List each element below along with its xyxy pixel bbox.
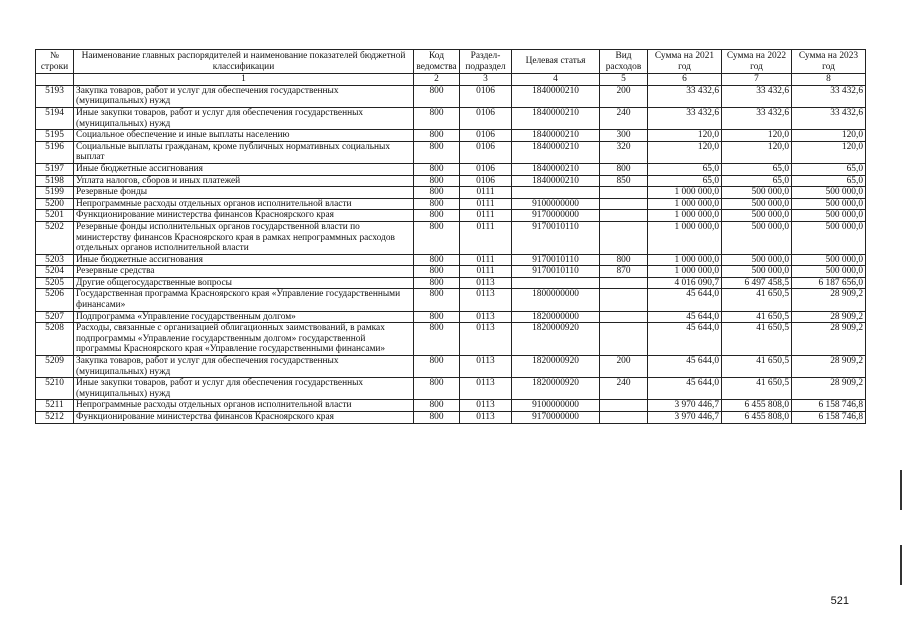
- table-row: [36, 141, 866, 163]
- sum-2022: 500 000,0: [722, 198, 792, 210]
- target-code: 1840000210: [512, 175, 600, 187]
- row-number: 5199: [36, 187, 74, 199]
- target-code: 1840000210: [512, 163, 600, 175]
- dept-code: 800: [414, 323, 460, 356]
- dept-code: 800: [414, 254, 460, 266]
- table-row: [36, 107, 866, 129]
- sum-2023: 500 000,0: [792, 254, 866, 266]
- column-number: 8: [792, 74, 866, 86]
- sum-2022: 500 000,0: [722, 221, 792, 254]
- scan-edge-mark: [900, 470, 902, 510]
- expense-kind: [600, 412, 648, 424]
- row-name: Резервные средства: [74, 266, 414, 278]
- section-code: 0111: [460, 266, 512, 278]
- table-header: [36, 50, 866, 86]
- row-number: 5208: [36, 323, 74, 356]
- sum-2021: 45 644,0: [648, 378, 722, 400]
- header-kind: Вид расходов: [600, 50, 648, 74]
- sum-2022: 65,0: [722, 163, 792, 175]
- sum-2021: 65,0: [648, 163, 722, 175]
- row-name: Непрограммные расходы отдельных органов исполнительной власти: [74, 198, 414, 210]
- sum-2021: 120,0: [648, 141, 722, 163]
- sum-2023: 120,0: [792, 130, 866, 142]
- sum-2022: 41 650,5: [722, 311, 792, 323]
- section-code: 0113: [460, 277, 512, 289]
- column-number: 1: [74, 74, 414, 86]
- row-number: 5198: [36, 175, 74, 187]
- table-row: [36, 311, 866, 323]
- target-code: 1820000000: [512, 311, 600, 323]
- header-target: Целевая статья: [512, 50, 600, 74]
- expense-kind: [600, 277, 648, 289]
- table-row: [36, 210, 866, 222]
- expense-kind: 800: [600, 254, 648, 266]
- sum-2022: 6 455 808,0: [722, 400, 792, 412]
- row-name: Иные закупки товаров, работ и услуг для обеспечения государственных (муниципальных) нужд: [74, 107, 414, 129]
- sum-2021: 1 000 000,0: [648, 254, 722, 266]
- expense-kind: [600, 221, 648, 254]
- table-row: [36, 175, 866, 187]
- row-number: 5203: [36, 254, 74, 266]
- sum-2021: 45 644,0: [648, 311, 722, 323]
- sum-2023: 28 909,2: [792, 311, 866, 323]
- row-name: Резервные фонды: [74, 187, 414, 199]
- expense-kind: 850: [600, 175, 648, 187]
- table-row: [36, 378, 866, 400]
- scan-edge-mark: [900, 545, 902, 585]
- sum-2023: 500 000,0: [792, 221, 866, 254]
- table-row: [36, 198, 866, 210]
- expense-kind: 200: [600, 356, 648, 378]
- section-code: 0113: [460, 323, 512, 356]
- target-code: 9170000000: [512, 412, 600, 424]
- section-code: 0111: [460, 221, 512, 254]
- sum-2023: 500 000,0: [792, 210, 866, 222]
- dept-code: 800: [414, 210, 460, 222]
- section-code: 0111: [460, 210, 512, 222]
- table-row: [36, 400, 866, 412]
- row-number: 5207: [36, 311, 74, 323]
- dept-code: 800: [414, 221, 460, 254]
- section-code: 0106: [460, 141, 512, 163]
- column-number: 5: [600, 74, 648, 86]
- column-number-row: [36, 74, 866, 86]
- target-code: 1840000210: [512, 141, 600, 163]
- section-code: 0113: [460, 412, 512, 424]
- target-code: 9100000000: [512, 198, 600, 210]
- sum-2021: 1 000 000,0: [648, 198, 722, 210]
- sum-2021: 33 432,6: [648, 85, 722, 107]
- row-number: 5193: [36, 85, 74, 107]
- dept-code: 800: [414, 163, 460, 175]
- row-number: 5201: [36, 210, 74, 222]
- row-name: Функционирование министерства финансов Красноярского края: [74, 210, 414, 222]
- row-name: Функционирование министерства финансов Красноярского края: [74, 412, 414, 424]
- section-code: 0113: [460, 400, 512, 412]
- target-code: 1840000210: [512, 130, 600, 142]
- target-code: 1840000210: [512, 85, 600, 107]
- section-code: 0111: [460, 187, 512, 199]
- expense-kind: [600, 311, 648, 323]
- sum-2021: 3 970 446,7: [648, 400, 722, 412]
- row-number: 5195: [36, 130, 74, 142]
- header-row-no: № строки: [36, 50, 74, 74]
- target-code: 9170010110: [512, 254, 600, 266]
- sum-2021: 1 000 000,0: [648, 210, 722, 222]
- sum-2021: 33 432,6: [648, 107, 722, 129]
- table-body: [36, 85, 866, 423]
- row-number: 5210: [36, 378, 74, 400]
- header-name: Наименование главных распорядителей и наименование показателей бюджетной классификации: [74, 50, 414, 74]
- expense-kind: [600, 187, 648, 199]
- sum-2023: 33 432,6: [792, 107, 866, 129]
- row-number: 5202: [36, 221, 74, 254]
- expense-kind: 240: [600, 378, 648, 400]
- header-sum-2022: Сумма на 2022 год: [722, 50, 792, 74]
- expense-kind: 800: [600, 163, 648, 175]
- sum-2022: 6 497 458,5: [722, 277, 792, 289]
- dept-code: 800: [414, 289, 460, 311]
- sum-2022: 6 455 808,0: [722, 412, 792, 424]
- row-name: Резервные фонды исполнительных органов государственной власти по министерству финансов Красноярского края в рамках непрограммных расходов отдельных органов исполнительной власти: [74, 221, 414, 254]
- dept-code: 800: [414, 400, 460, 412]
- table-row: [36, 221, 866, 254]
- sum-2021: 3 970 446,7: [648, 412, 722, 424]
- section-code: 0106: [460, 130, 512, 142]
- sum-2023: 65,0: [792, 163, 866, 175]
- target-code: 1840000210: [512, 107, 600, 129]
- sum-2021: 1 000 000,0: [648, 187, 722, 199]
- expense-kind: 300: [600, 130, 648, 142]
- sum-2023: 500 000,0: [792, 187, 866, 199]
- expense-kind: 200: [600, 85, 648, 107]
- row-name: Иные бюджетные ассигнования: [74, 254, 414, 266]
- row-name: Государственная программа Красноярского края «Управление государственными финансами»: [74, 289, 414, 311]
- column-number: 2: [414, 74, 460, 86]
- expense-kind: [600, 400, 648, 412]
- row-number: 5205: [36, 277, 74, 289]
- column-number: [36, 74, 74, 86]
- header-sum-2021: Сумма на 2021 год: [648, 50, 722, 74]
- dept-code: 800: [414, 187, 460, 199]
- expense-kind: [600, 198, 648, 210]
- sum-2022: 120,0: [722, 141, 792, 163]
- section-code: 0106: [460, 107, 512, 129]
- target-code: 9170010110: [512, 221, 600, 254]
- row-name: Иные закупки товаров, работ и услуг для обеспечения государственных (муниципальных) нужд: [74, 378, 414, 400]
- row-number: 5212: [36, 412, 74, 424]
- sum-2023: 500 000,0: [792, 198, 866, 210]
- column-number: 3: [460, 74, 512, 86]
- row-name: Расходы, связанные с организацией облигационных заимствований, в рамках подпрограммы «Управление государственным долгом» государственной программы Красноярского края «Управление государственными финансами»: [74, 323, 414, 356]
- row-name: Уплата налогов, сборов и иных платежей: [74, 175, 414, 187]
- header-dept: Код ведомства: [414, 50, 460, 74]
- row-number: 5200: [36, 198, 74, 210]
- section-code: 0113: [460, 378, 512, 400]
- row-name: Закупка товаров, работ и услуг для обеспечения государственных (муниципальных) нужд: [74, 85, 414, 107]
- dept-code: 800: [414, 277, 460, 289]
- sum-2023: 6 187 656,0: [792, 277, 866, 289]
- expense-kind: [600, 289, 648, 311]
- dept-code: 800: [414, 266, 460, 278]
- target-code: [512, 187, 600, 199]
- sum-2022: 41 650,5: [722, 289, 792, 311]
- dept-code: 800: [414, 311, 460, 323]
- table-row: [36, 289, 866, 311]
- expense-kind: [600, 323, 648, 356]
- sum-2023: 6 158 746,8: [792, 412, 866, 424]
- sum-2022: 33 432,6: [722, 107, 792, 129]
- row-name: Непрограммные расходы отдельных органов исполнительной власти: [74, 400, 414, 412]
- row-name: Иные бюджетные ассигнования: [74, 163, 414, 175]
- target-code: 9100000000: [512, 400, 600, 412]
- target-code: 1820000920: [512, 356, 600, 378]
- row-name: Другие общегосударственные вопросы: [74, 277, 414, 289]
- sum-2021: 1 000 000,0: [648, 221, 722, 254]
- target-code: 1820000920: [512, 378, 600, 400]
- row-number: 5204: [36, 266, 74, 278]
- expense-kind: [600, 210, 648, 222]
- table-row: [36, 187, 866, 199]
- section-code: 0111: [460, 254, 512, 266]
- target-code: 1820000920: [512, 323, 600, 356]
- header-sum-2023: Сумма на 2023 год: [792, 50, 866, 74]
- table-row: [36, 323, 866, 356]
- table-row: [36, 130, 866, 142]
- dept-code: 800: [414, 85, 460, 107]
- table-row: [36, 412, 866, 424]
- target-code: 9170010110: [512, 266, 600, 278]
- sum-2021: 45 644,0: [648, 289, 722, 311]
- column-number: 4: [512, 74, 600, 86]
- sum-2022: 33 432,6: [722, 85, 792, 107]
- sum-2023: 28 909,2: [792, 323, 866, 356]
- dept-code: 800: [414, 141, 460, 163]
- sum-2021: 65,0: [648, 175, 722, 187]
- sum-2021: 120,0: [648, 130, 722, 142]
- table-row: [36, 85, 866, 107]
- sum-2023: 500 000,0: [792, 266, 866, 278]
- target-code: 1800000000: [512, 289, 600, 311]
- sum-2023: 120,0: [792, 141, 866, 163]
- row-number: 5196: [36, 141, 74, 163]
- sum-2022: 65,0: [722, 175, 792, 187]
- sum-2022: 500 000,0: [722, 187, 792, 199]
- sum-2023: 6 158 746,8: [792, 400, 866, 412]
- section-code: 0106: [460, 175, 512, 187]
- row-number: 5211: [36, 400, 74, 412]
- sum-2022: 500 000,0: [722, 210, 792, 222]
- page-number: 521: [830, 595, 849, 607]
- sum-2021: 4 016 090,7: [648, 277, 722, 289]
- sum-2023: 28 909,2: [792, 378, 866, 400]
- dept-code: 800: [414, 175, 460, 187]
- row-number: 5206: [36, 289, 74, 311]
- table-row: [36, 266, 866, 278]
- section-code: 0113: [460, 289, 512, 311]
- section-code: 0106: [460, 85, 512, 107]
- sum-2022: 41 650,5: [722, 323, 792, 356]
- row-name: Закупка товаров, работ и услуг для обеспечения государственных (муниципальных) нужд: [74, 356, 414, 378]
- dept-code: 800: [414, 412, 460, 424]
- section-code: 0111: [460, 198, 512, 210]
- column-number: 7: [722, 74, 792, 86]
- sum-2022: 500 000,0: [722, 266, 792, 278]
- table-row: [36, 356, 866, 378]
- dept-code: 800: [414, 198, 460, 210]
- dept-code: 800: [414, 130, 460, 142]
- expense-kind: 240: [600, 107, 648, 129]
- sum-2023: 28 909,2: [792, 289, 866, 311]
- section-code: 0106: [460, 163, 512, 175]
- dept-code: 800: [414, 378, 460, 400]
- section-code: 0113: [460, 311, 512, 323]
- section-code: 0113: [460, 356, 512, 378]
- target-code: [512, 277, 600, 289]
- sum-2021: 45 644,0: [648, 323, 722, 356]
- row-number: 5197: [36, 163, 74, 175]
- expense-kind: 320: [600, 141, 648, 163]
- table-row: [36, 277, 866, 289]
- sum-2021: 1 000 000,0: [648, 266, 722, 278]
- sum-2022: 500 000,0: [722, 254, 792, 266]
- dept-code: 800: [414, 356, 460, 378]
- sum-2021: 45 644,0: [648, 356, 722, 378]
- column-number: 6: [648, 74, 722, 86]
- row-number: 5194: [36, 107, 74, 129]
- row-name: Подпрограмма «Управление государственным долгом»: [74, 311, 414, 323]
- sum-2023: 33 432,6: [792, 85, 866, 107]
- sum-2023: 65,0: [792, 175, 866, 187]
- table-row: [36, 163, 866, 175]
- sum-2022: 41 650,5: [722, 356, 792, 378]
- expense-kind: 870: [600, 266, 648, 278]
- sum-2022: 41 650,5: [722, 378, 792, 400]
- sum-2022: 120,0: [722, 130, 792, 142]
- sum-2023: 28 909,2: [792, 356, 866, 378]
- dept-code: 800: [414, 107, 460, 129]
- table-row: [36, 254, 866, 266]
- row-name: Социальные выплаты гражданам, кроме публичных нормативных социальных выплат: [74, 141, 414, 163]
- row-name: Социальное обеспечение и иные выплаты населению: [74, 130, 414, 142]
- target-code: 9170000000: [512, 210, 600, 222]
- header-section: Раздел-подраздел: [460, 50, 512, 74]
- budget-sheet: [35, 49, 865, 424]
- budget-table: [35, 49, 866, 424]
- row-number: 5209: [36, 356, 74, 378]
